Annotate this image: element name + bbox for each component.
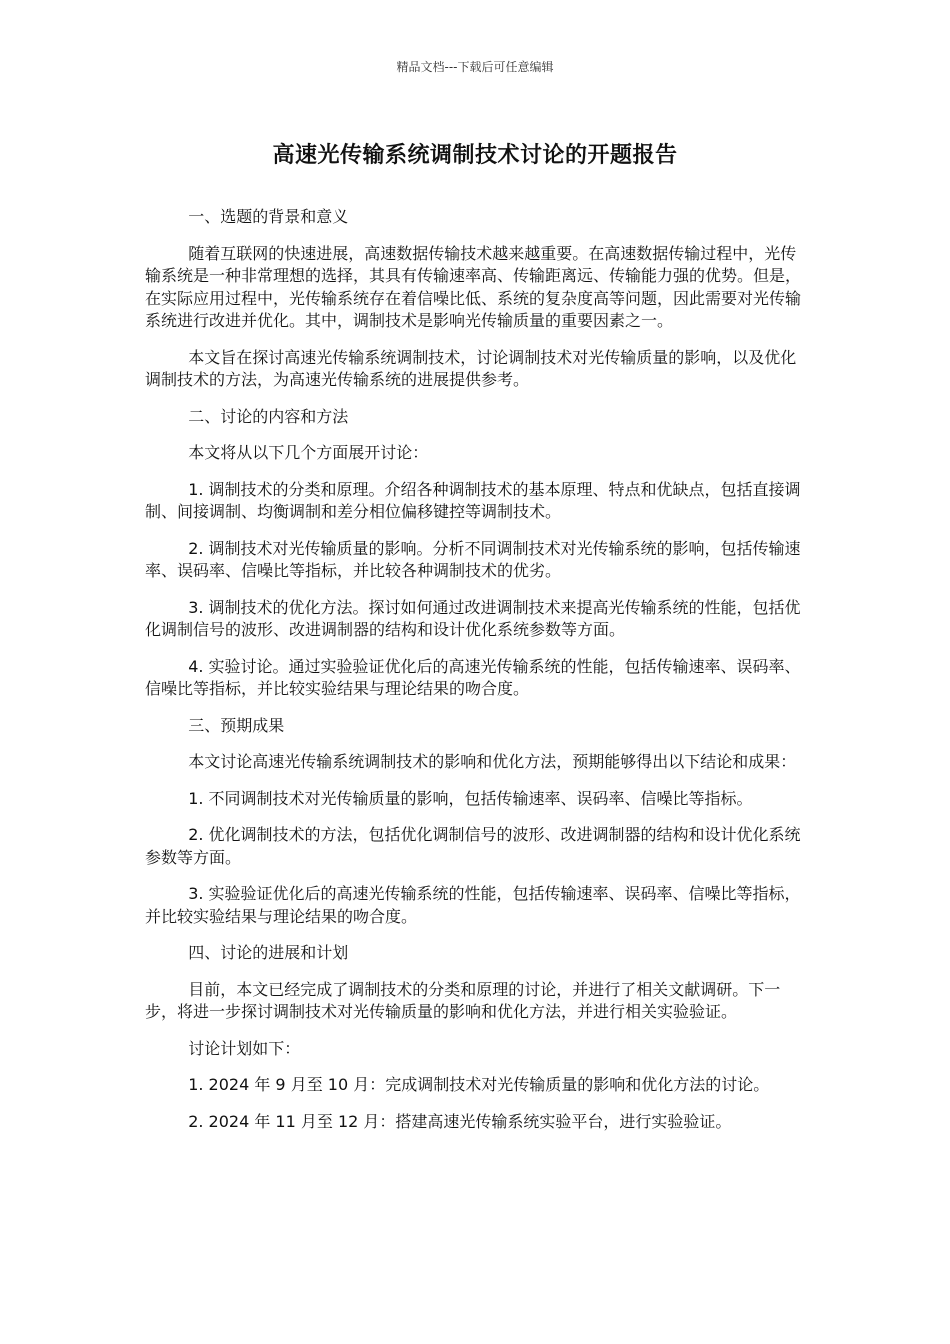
document-body — [145, 206, 810, 1147]
section-heading: 一、选题的背景和意义 — [188, 207, 349, 226]
section-heading: 四、讨论的进展和计划 — [188, 943, 349, 962]
section-heading: 三、预期成果 — [188, 715, 285, 735]
list-item: 1. 不同调制技术对光传输质量的影响，包括传输速率、误码率、信噪比等指标。 — [188, 788, 753, 808]
paragraph: 目前，本文已经完成了调制技术的分类和原理的讨论，并进行了相关文献调研。下一步，将进一步探讨调制技术对光传输质量的影响和优化方法，并进行相关实验验证。 — [145, 979, 781, 1021]
list-item: 1. 调制技术的分类和原理。介绍各种调制技术的基本原理、特点和优缺点，包括直接调制、间接调制、均衡调制和差分相位偏移键控等调制技术。 — [145, 479, 801, 521]
list-item: 4. 实验讨论。通过实验验证优化后的高速光传输系统的性能，包括传输速率、误码率、信噪比等指标，并比较实验结果与理论结果的吻合度。 — [145, 656, 801, 698]
section-heading: 二、讨论的内容和方法 — [188, 406, 349, 426]
paragraph: 本文旨在探讨高速光传输系统调制技术，讨论调制技术对光传输质量的影响，以及优化调制技术的方法，为高速光传输系统的进展提供参考。 — [145, 347, 797, 389]
list-item: 3. 实验验证优化后的高速光传输系统的性能，包括传输速率、误码率、信噪比等指标，并比较实验结果与理论结果的吻合度。 — [145, 884, 801, 926]
list-item: 1. 2024 年 9 月至 10 月：完成调制技术对光传输质量的影响和优化方法的讨论。 — [188, 1075, 770, 1094]
list-item: 2. 2024 年 11 月至 12 月：搭建高速光传输系统实验平台，进行实验验证。 — [188, 1111, 732, 1131]
paragraph: 随着互联网的快速进展，高速数据传输技术越来越重要。在高速数据传输过程中，光传输系统是一种非常理想的选择，其具有传输速率高、传输距离远、传输能力强的优势。但是，在实际应用过程中，光传输系统存在着信噪比低、系统的复杂度高等问题，因此需要对光传输系统进行改进并优化。其中，调制技术是影响光传输质量的重要因素之一。 — [145, 243, 802, 330]
list-item: 2. 调制技术对光传输质量的影响。分析不同调制技术对光传输系统的影响，包括传输速率、误码率、信噪比等指标，并比较各种调制技术的优劣。 — [145, 538, 801, 580]
paragraph: 讨论计划如下： — [188, 1038, 301, 1058]
document-title: 高速光传输系统调制技术讨论的开题报告 — [272, 143, 678, 168]
paragraph: 本文将从以下几个方面展开讨论： — [188, 443, 429, 462]
list-item: 3. 调制技术的优化方法。探讨如何通过改进调制技术来提高光传输系统的性能，包括优化调制信号的波形、改进调制器的结构和设计优化系统参数等方面。 — [145, 597, 801, 639]
paragraph: 本文讨论高速光传输系统调制技术的影响和优化方法，预期能够得出以下结论和成果： — [188, 752, 797, 771]
header-watermark: 精品文档---下载后可任意编辑 — [396, 60, 554, 74]
list-item: 2. 优化调制技术的方法，包括优化调制信号的波形、改进调制器的结构和设计优化系统参数等方面。 — [145, 825, 801, 867]
